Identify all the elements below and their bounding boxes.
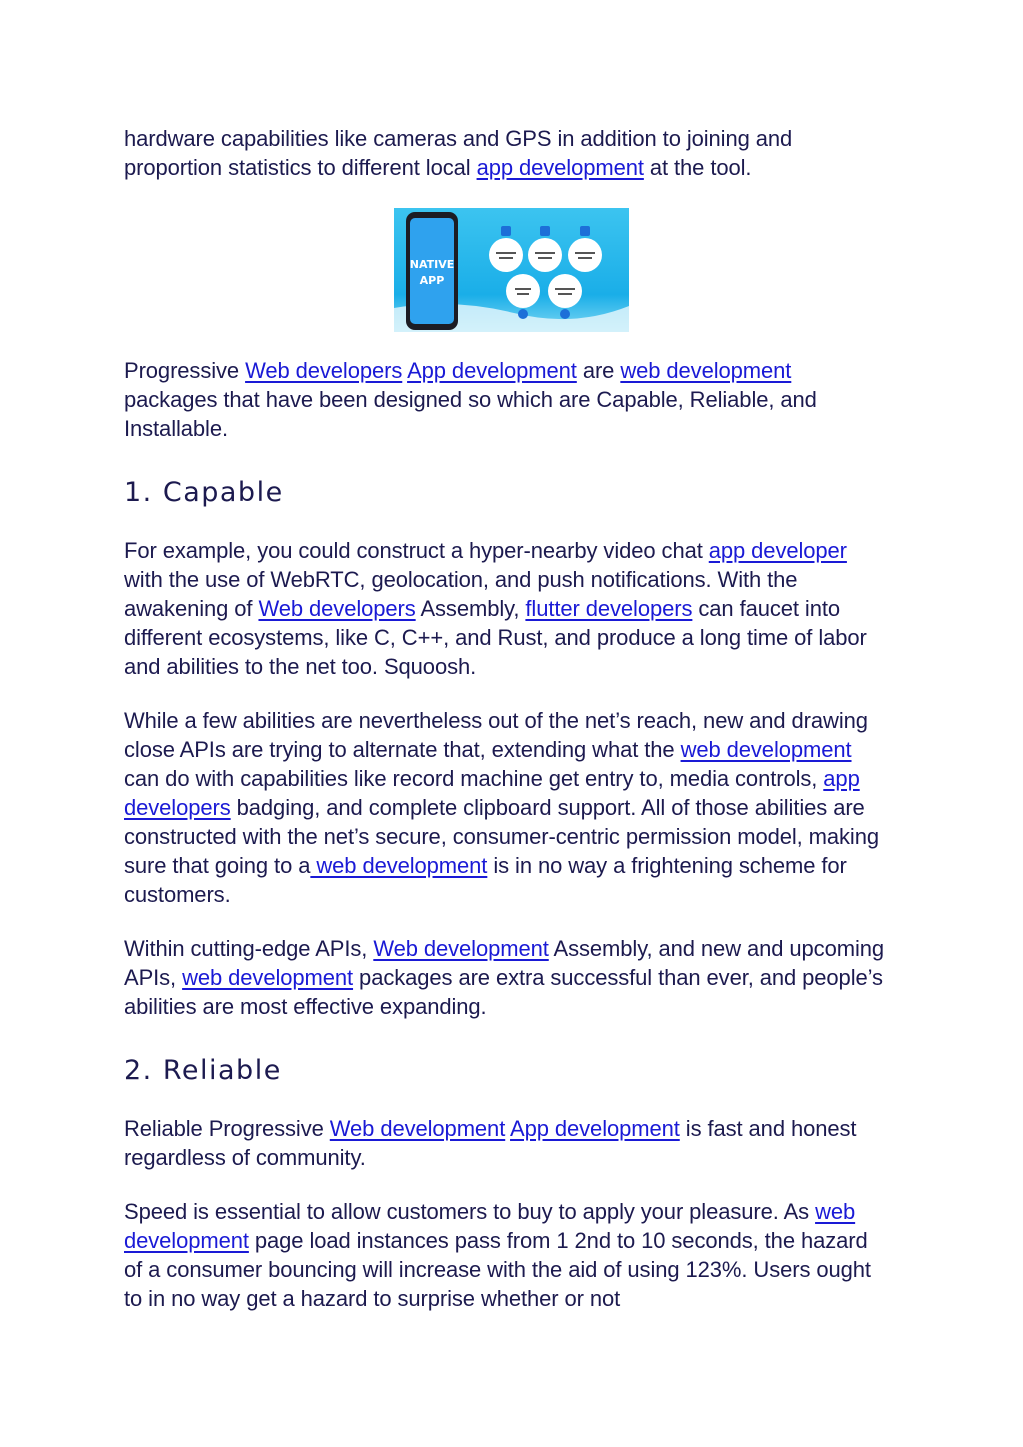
feature-bubble [489, 238, 523, 272]
paragraph-apis [124, 934, 886, 1021]
text: Within cutting-edge APIs, [124, 936, 374, 961]
phone-label-1: NATIVE [409, 258, 455, 271]
text: are [576, 358, 621, 383]
text: can faucet into different ecosystems, like C, C++, and Rust, and produce a long time of labor and abilities to the net too. Squoosh. [124, 596, 867, 679]
text: Progressive [124, 358, 246, 383]
link-web-development[interactable]: web development [680, 737, 852, 762]
paragraph-example [124, 536, 886, 681]
text: For example, you could construct a hyper-nearby video chat [124, 538, 709, 563]
text: with the use of WebRTC, geolocation, and push notifications. With the awakening of [124, 567, 798, 621]
link-app-development[interactable]: App development [510, 1116, 680, 1141]
link-web-development[interactable]: web development [620, 358, 792, 383]
link-web-development[interactable]: web development [182, 965, 354, 990]
feature-bubble [528, 238, 562, 272]
paragraph-intro [124, 124, 886, 182]
native-app-illustration [394, 208, 629, 332]
link-web-development[interactable]: web development [310, 853, 488, 878]
text: is in no way a frightening scheme for customers. [124, 853, 847, 907]
link-web-developers[interactable]: Web developers [258, 596, 416, 621]
link-web-developers[interactable]: Web developers [245, 358, 403, 383]
paragraph-progressive [124, 356, 886, 443]
feature-bubble [548, 274, 582, 308]
text: is fast and honest regardless of community. [124, 1116, 857, 1170]
phone-screen [410, 218, 454, 324]
text: hardware capabilities like cameras and GPS in addition to joining and proportion statistics to different local [124, 126, 793, 180]
text: page load instances pass from 1 2nd to 10 seconds, the hazard of a consumer bouncing will increase with the aid of using 123%. Users ought to in no way get a hazard to surprise whether or not [124, 1228, 871, 1311]
text: Reliable Progressive [124, 1116, 330, 1141]
feature-bubble [568, 238, 602, 272]
heading-capable: 1. Capable [124, 477, 284, 508]
text: Assembly, [415, 596, 526, 621]
link-flutter-developers[interactable]: flutter developers [525, 596, 693, 621]
heading-reliable: 2. Reliable [124, 1055, 282, 1086]
link-web-development[interactable]: Web development [329, 1116, 506, 1141]
link-app-developer[interactable]: app developer [708, 538, 847, 563]
text: Assembly, and new and upcoming APIs, [124, 936, 884, 990]
paragraph-speed [124, 1197, 886, 1313]
text: While a few abilities are nevertheless out of the net’s reach, new and drawing close APIs are trying to alternate that, extending what the [124, 708, 868, 762]
link-app-developers[interactable]: app developers [124, 766, 860, 820]
phone-label-2: APP [419, 274, 445, 287]
text: packages that have been designed so which are Capable, Reliable, and Installable. [124, 387, 817, 441]
text: at the tool. [643, 155, 752, 180]
link-web-development[interactable]: web development [124, 1199, 856, 1253]
link-app-development[interactable]: app development [476, 155, 644, 180]
link-web-development[interactable]: Web development [373, 936, 549, 961]
text: packages are extra successful than ever, and people’s abilities are most effective expanding. [124, 965, 883, 1019]
paragraph-reliable [124, 1114, 886, 1172]
link-app-development[interactable]: App development [407, 358, 577, 383]
text: Speed is essential to allow customers to buy to apply your pleasure. As [124, 1199, 816, 1224]
native-app-image [394, 208, 629, 332]
text: badging, and complete clipboard support. All of those abilities are constructed with the net’s secure, consumer-centric permission model, making sure that going to a [124, 795, 879, 878]
text: can do with capabilities like record machine get entry to, media controls, [124, 766, 824, 791]
paragraph-abilities [124, 706, 886, 909]
feature-bubble [506, 274, 540, 308]
